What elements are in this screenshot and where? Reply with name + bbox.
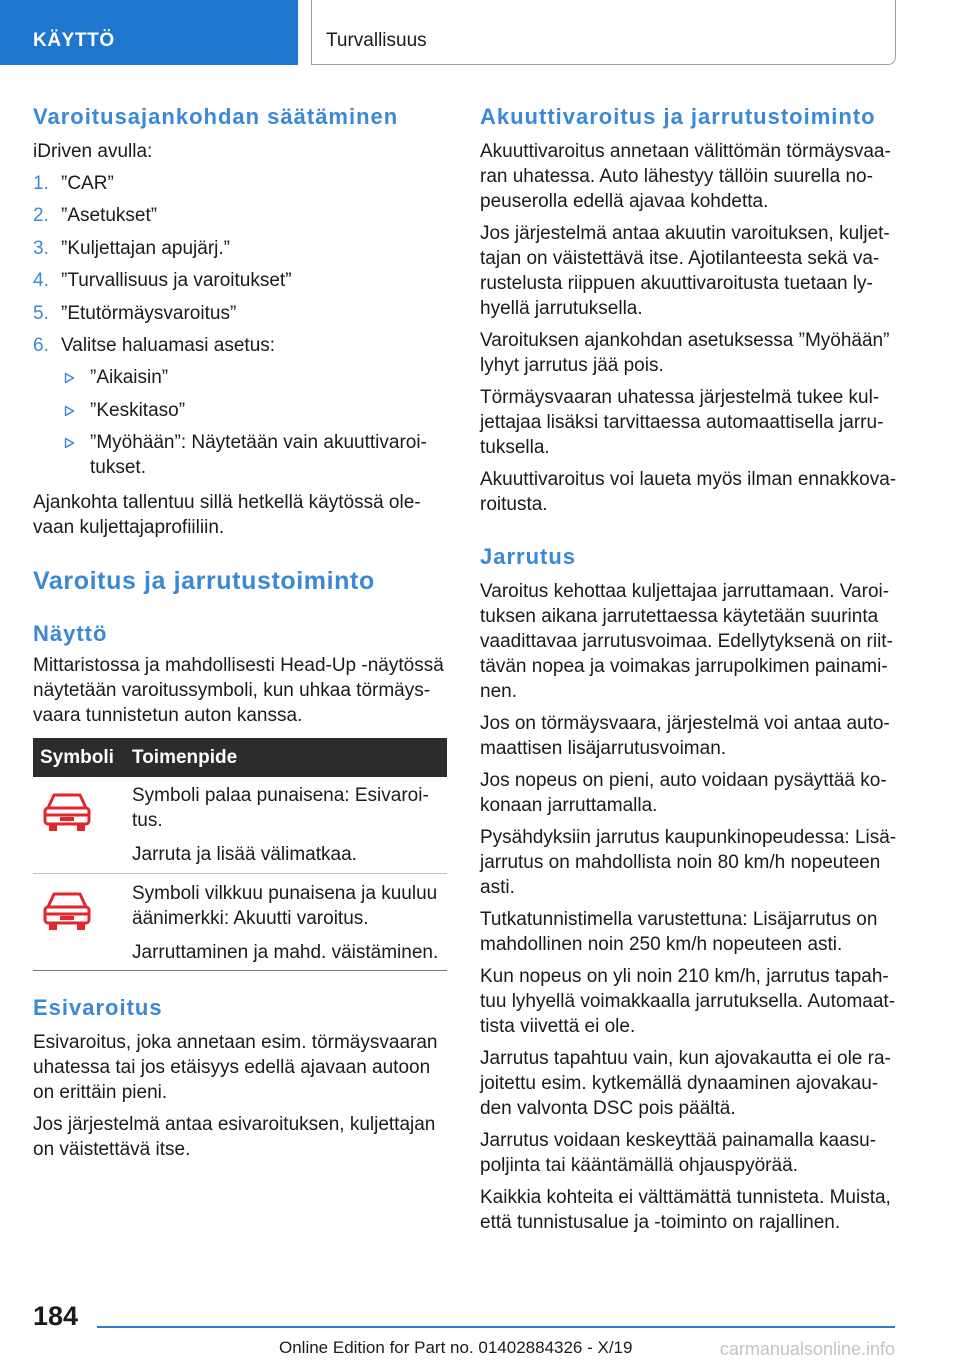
text-line: Jos järjestelmä antaa akuutin varoituksen, kuljet- [480, 223, 890, 244]
watermark: carmanualsonline.info [719, 1339, 895, 1359]
text-line: tuksella. [480, 437, 550, 458]
paragraph [33, 1112, 447, 1162]
car-collision-warning-icon [43, 890, 91, 931]
paragraph [480, 825, 895, 900]
text-line: hyellä jarrutuksella. [480, 298, 643, 319]
text-line: tuksen aikana jarrutettaessa käytetään suurinta [480, 606, 879, 627]
option-text [90, 398, 447, 423]
triangle-bullet-icon [64, 405, 75, 417]
step-text: ”Asetukset” [61, 205, 158, 227]
triangle-bullet-icon [64, 437, 75, 449]
text-line: ”Aikaisin” [90, 367, 169, 389]
text-line: ”Myöhään”: Näytetään vain akuuttivaroi- [90, 432, 427, 454]
text-line: ran uhatessa. Auto lähestyy tällöin suurella no- [480, 166, 873, 187]
text-line: jarrutus on mahdollista noin 80 km/h nopeuteen [480, 852, 881, 873]
step-number: 4. [33, 270, 49, 292]
text-line: nen. [480, 681, 517, 702]
text-line: Mittaristossa ja mahdollisesti Head-Up -näytössä [33, 655, 444, 676]
text-line: Symboli palaa punaisena: Esivaroi- [132, 785, 429, 806]
step-text: ”Etutörmäysvaroitus” [61, 302, 237, 324]
acute-warning-body [480, 139, 895, 517]
text-line: tukset. [90, 457, 146, 479]
step-number: 1. [33, 173, 49, 194]
text-line: Kaikkia kohteita ei välttämättä tunnisteta. Muista, [480, 1187, 891, 1208]
step-text: Valitse haluamasi asetus: [61, 334, 276, 356]
main-section-heading-block [33, 565, 447, 597]
braking-heading: Jarrutus [480, 544, 577, 569]
braking-body [480, 579, 895, 1235]
text-line: vaan kuljettajaprofiiliin. [33, 516, 225, 538]
step-text: ”CAR” [61, 173, 114, 194]
text-line: mahdollinen noin 250 km/h nopeuteen asti. [480, 934, 843, 955]
text-line: konaan jarruttamalla. [480, 795, 658, 816]
step-item [33, 268, 447, 293]
step-text: ”Turvallisuus ja varoitukset” [61, 270, 292, 292]
text-line: vaadittavaa jarrutusvoimaa. Edellytyksenä on riit- [480, 631, 893, 652]
profile-note [33, 490, 447, 540]
prewarning-heading: Esivaroitus [33, 995, 163, 1020]
column-header-symbol: Symboli [40, 747, 114, 768]
paragraph [480, 1128, 895, 1178]
text-line: roitusta. [480, 494, 548, 515]
text-line: lyhyt jarrutus jää pois. [480, 355, 664, 376]
step-item [33, 301, 447, 326]
text-line: Jos on törmäysvaara, järjestelmä voi antaa auto- [480, 713, 890, 734]
text-line: tajan on väistettävä itse. Ajotilanteesta sekä va- [480, 248, 880, 269]
paragraph [33, 1030, 447, 1105]
text-line: Törmäysvaaran uhatessa järjestelmä tukee kul- [480, 387, 880, 408]
paragraph [33, 490, 447, 540]
text-line: poljinta tai kääntämällä ohjauspyörää. [480, 1155, 798, 1176]
main-section-heading: Varoitus ja jarrutustoiminto [33, 567, 375, 595]
text-line: peuserolla edellä ajavaa kohdetta. [480, 191, 769, 212]
text-line: Symboli vilkkuu punaisena ja kuuluu [132, 883, 438, 904]
step-number: 2. [33, 205, 49, 227]
paragraph [132, 940, 447, 965]
warning-time-section [33, 103, 447, 488]
step-item [33, 333, 447, 358]
text-line: Jarruta ja lisää välimatkaa. [132, 844, 357, 865]
table-row [33, 777, 447, 874]
column-header-action: Toimenpide [132, 747, 238, 768]
step-number: 3. [33, 237, 49, 259]
step-item [33, 203, 447, 228]
text-line: Varoituksen ajankohdan asetuksessa ”Myöhään” [480, 330, 890, 351]
paragraph [480, 768, 895, 818]
text-line: den valvonta DSC pois päältä. [480, 1098, 736, 1119]
text-line: Varoitus kehottaa kuljettajaa jarruttamaan. Varoi- [480, 581, 890, 602]
footer-rule [97, 1326, 895, 1328]
option-item [33, 365, 447, 390]
symbol-table [33, 738, 447, 971]
page-number: 184 [33, 1301, 79, 1331]
paragraph [480, 139, 895, 214]
text-line: tävän nopea ja voimakas jarrupolkimen painami- [480, 656, 888, 677]
text-line: on väistettävä itse. [33, 1139, 191, 1160]
step-item [33, 171, 447, 196]
text-line: näytetään varoitussymboli, kun uhkaa törmäys- [33, 680, 431, 701]
text-line: että tunnistusalue ja -toiminto on rajallinen. [480, 1212, 841, 1233]
action-cell [132, 874, 447, 970]
text-line: Akuuttivaroitus voi laueta myös ilman ennakkova- [480, 469, 897, 490]
symbol-cell [33, 874, 132, 970]
table-row [33, 874, 447, 971]
text-line: asti. [480, 877, 515, 898]
text-line: Ajankohta tallentuu sillä hetkellä käytössä ole- [33, 491, 421, 513]
text-line: jettajaa lisäksi tarvittaessa automaattisella jarru- [480, 412, 884, 433]
paragraph [480, 221, 895, 321]
text-line: uhatessa tai jos etäisyys edellä ajavaan autoon [33, 1057, 431, 1078]
action-cell [132, 777, 447, 873]
table-header [33, 738, 447, 777]
option-item [33, 430, 447, 480]
triangle-bullet-icon [64, 372, 75, 384]
text-line: vaara tunnistetun auton kanssa. [33, 705, 303, 726]
option-item [33, 398, 447, 423]
paragraph [33, 653, 447, 728]
steps-list [33, 171, 447, 358]
text-line: Jarrutus tapahtuu vain, kun ajovakautta ei ole ra- [480, 1048, 891, 1069]
text-line: Jos järjestelmä antaa esivaroituksen, kuljettajan [33, 1114, 436, 1135]
car-collision-warning-icon [43, 791, 91, 832]
text-line: tus. [132, 810, 163, 831]
text-line: Tutkatunnistimella varustettuna: Lisäjarrutus on [480, 909, 878, 930]
display-section [33, 620, 447, 728]
paragraph [480, 385, 895, 460]
text-line: Kun nopeus on yli noin 210 km/h, jarrutus tapah- [480, 966, 889, 987]
section-heading: Varoitusajankohdan säätäminen [33, 104, 399, 129]
text-line: ”Keskitaso” [90, 399, 186, 421]
prewarning-section [33, 994, 447, 1162]
text-line: tuu lyhyellä voimakkaalla jarrutuksella. Automaat- [480, 991, 896, 1012]
text-line: Jos nopeus on pieni, auto voidaan pysäyttää ko- [480, 770, 887, 791]
text-line: joitettu esim. kytkemällä dynaaminen ajovakau- [480, 1073, 879, 1094]
paragraph [132, 842, 447, 867]
text-line: tista viivettä ei ole. [480, 1016, 636, 1037]
chapter-title: Turvallisuus [326, 30, 427, 51]
paragraph [480, 964, 895, 1039]
text-line: rustelusta riippuen akuuttivaroitusta tuetaan ly- [480, 273, 873, 294]
paragraph [480, 907, 895, 957]
text-line: on erittäin pieni. [33, 1082, 168, 1103]
display-heading: Näyttö [33, 621, 108, 646]
text-line: Esivaroitus, joka annetaan esim. törmäysvaaran [33, 1032, 438, 1053]
paragraph [480, 579, 895, 704]
step-item [33, 236, 447, 261]
option-text [90, 430, 447, 480]
options-list [33, 365, 447, 480]
text-line: Jarruttaminen ja mahd. väistäminen. [132, 942, 439, 963]
section-tab-label: KÄYTTÖ [33, 30, 115, 51]
paragraph [480, 467, 895, 517]
text-line: äänimerkki: Akuutti varoitus. [132, 908, 369, 929]
text-line: Akuuttivaroitus annetaan välittömän törmäysvaa- [480, 141, 891, 162]
intro-text: iDriven avulla: [33, 141, 153, 162]
right-column [480, 103, 895, 1235]
text-line: Pysähdyksiin jarrutus kaupunkinopeudessa: Lisä- [480, 827, 897, 848]
text-line: Jarrutus voidaan keskeyttää painamalla kaasu- [480, 1130, 877, 1151]
step-text: ”Kuljettajan apujärj.” [61, 237, 230, 259]
acute-warning-heading: Akuuttivaroitus ja jarrutustoiminto [480, 104, 876, 129]
paragraph [132, 783, 447, 833]
paragraph [132, 881, 447, 931]
step-number: 5. [33, 302, 49, 324]
option-text [90, 365, 447, 390]
paragraph [480, 1185, 895, 1235]
paragraph [480, 1046, 895, 1121]
paragraph [480, 328, 895, 378]
symbol-cell [33, 777, 132, 873]
text-line: maattisen lisäjarrutusvoiman. [480, 738, 727, 759]
step-number: 6. [33, 334, 49, 356]
paragraph [480, 711, 895, 761]
edition-note: Online Edition for Part no. 01402884326 - X/19 [279, 1338, 633, 1357]
